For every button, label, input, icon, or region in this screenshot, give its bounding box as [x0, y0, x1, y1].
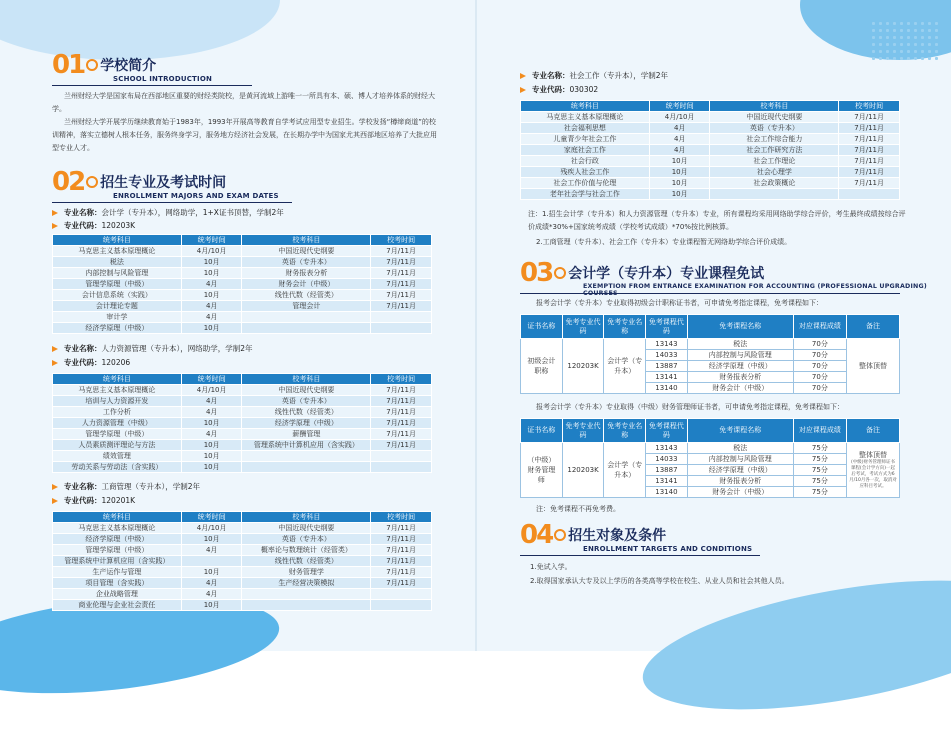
table-cell: 财务报表分析 [242, 268, 371, 279]
table-cell: 4月/10月 [649, 112, 710, 123]
table-cell: 4月 [649, 134, 710, 145]
course-name: 财务报表分析 [687, 372, 793, 383]
table-cell: 10月 [181, 534, 242, 545]
exam-table [52, 511, 432, 611]
course-code: 13887 [646, 361, 688, 372]
table-cell: 英语（专升本） [242, 396, 371, 407]
table-cell: 7月/11月 [371, 578, 432, 589]
table-cell: 4月 [181, 429, 242, 440]
column-header: 统考科目 [53, 512, 182, 523]
table-cell: 线性代数（经管类） [242, 290, 371, 301]
table-cell: 社会工作综合能力 [710, 134, 839, 145]
major-code: 专业代码：120203K [52, 220, 135, 231]
table-cell: 10月 [649, 178, 710, 189]
table-row [53, 396, 432, 407]
table-cell: 4月 [649, 145, 710, 156]
divider [520, 555, 760, 556]
table-row [53, 323, 432, 334]
course-score: 70分 [793, 361, 846, 372]
table-row [53, 534, 432, 545]
column-header: 免考课程代码 [646, 315, 688, 339]
exemption-table [520, 314, 900, 394]
table-cell: 4月 [181, 545, 242, 556]
table-cell: 4月/10月 [181, 246, 242, 257]
table-cell: 10月 [649, 189, 710, 200]
table-cell: 人员素质测评理论与方法 [53, 440, 182, 451]
table-row [521, 156, 900, 167]
column-header: 免考专业代码 [562, 315, 604, 339]
course-score: 75分 [793, 487, 846, 498]
table-cell: 企业战略管理 [53, 589, 182, 600]
column-header: 免考专业代码 [562, 419, 604, 443]
table-cell: 10月 [649, 167, 710, 178]
column-header: 统考科目 [53, 374, 182, 385]
table-cell: 4月 [649, 123, 710, 134]
course-code: 13143 [646, 339, 688, 350]
decor-dots [870, 20, 940, 60]
course-code: 13140 [646, 487, 688, 498]
table-cell: 7月/11月 [839, 156, 900, 167]
arrow-icon [52, 484, 58, 490]
table-cell: 7月/11月 [371, 407, 432, 418]
table-row [53, 385, 432, 396]
table-row [521, 167, 900, 178]
arrow-icon [52, 360, 58, 366]
table-cell: 培训与人力资源开发 [53, 396, 182, 407]
table-cell [242, 451, 371, 462]
course-score: 70分 [793, 350, 846, 361]
course-name: 税法 [687, 443, 793, 454]
table-row [53, 578, 432, 589]
circle-icon [554, 267, 566, 279]
major-name: 会计学（专升本） [604, 339, 646, 394]
table-cell [242, 589, 371, 600]
column-header: 免考课程代码 [646, 419, 688, 443]
column-header: 免考专业名称 [604, 315, 646, 339]
table-row [53, 246, 432, 257]
table-cell: 社会政策概论 [710, 178, 839, 189]
column-header: 校考科目 [242, 374, 371, 385]
table-cell: 管理学原理（中级） [53, 429, 182, 440]
table-cell: 10月 [181, 451, 242, 462]
table-cell: 人力资源管理（中级） [53, 418, 182, 429]
course-code: 13141 [646, 476, 688, 487]
course-score: 70分 [793, 339, 846, 350]
column-header: 校考科目 [710, 101, 839, 112]
table-cell: 7月/11月 [371, 418, 432, 429]
major-name: 专业名称：会计学（专升本），网络助学，1+X证书顶替，学制2年 [52, 207, 284, 218]
course-name: 经济学原理（中级） [687, 361, 793, 372]
table-cell: 线性代数（经管类） [242, 556, 371, 567]
table-cell: 10月 [181, 567, 242, 578]
table-cell: 儿童青少年社会工作 [521, 134, 650, 145]
remark-detail: (中级)财务管理师证书课程(会计学方向)一起后考试，考试方式为6月/10月各一次，取消对应科目考试。 [849, 459, 897, 489]
table-cell: 管理系统中计算机应用（含实践） [242, 440, 371, 451]
table-row [521, 145, 900, 156]
arrow-icon [520, 73, 526, 79]
table-cell: 生产运作与管理 [53, 567, 182, 578]
table-cell: 税法 [53, 257, 182, 268]
divider [52, 202, 292, 203]
column-header: 校考时间 [371, 235, 432, 246]
page-spine [475, 0, 477, 651]
table-cell: 老年社会学与社会工作 [521, 189, 650, 200]
table-cell: 4月 [181, 279, 242, 290]
table-cell: 7月/11月 [371, 268, 432, 279]
column-header: 校考时间 [839, 101, 900, 112]
column-header: 统考时间 [181, 512, 242, 523]
table-cell: 经济学原理（中级） [242, 418, 371, 429]
section-title: 学校简介 [100, 58, 157, 74]
table-row [53, 290, 432, 301]
table-cell: 残疾人社会工作 [521, 167, 650, 178]
course-name: 财务会计（中级） [687, 383, 793, 394]
table-cell: 商业伦理与企业社会责任 [53, 600, 182, 611]
table-cell: 4月/10月 [181, 523, 242, 534]
circle-icon [554, 529, 566, 541]
table-row [53, 589, 432, 600]
major-code: 专业代码：030302 [520, 84, 598, 95]
course-name: 财务报表分析 [687, 476, 793, 487]
table-cell: 10月 [181, 268, 242, 279]
table-cell: 7月/11月 [371, 385, 432, 396]
course-code: 14033 [646, 454, 688, 465]
table-row [53, 556, 432, 567]
table-cell [242, 323, 371, 334]
table-cell: 财务会计（中级） [242, 279, 371, 290]
table-cell [181, 556, 242, 567]
course-name: 经济学原理（中级） [687, 465, 793, 476]
table-cell: 7月/11月 [839, 167, 900, 178]
course-score: 75分 [793, 443, 846, 454]
table-cell: 绩效管理 [53, 451, 182, 462]
exemption-intro: 报考会计学（专升本）专业取得初级会计职称证书者，可申请免考指定课程，免考课程如下： [536, 299, 823, 307]
table-cell: 7月/11月 [371, 545, 432, 556]
table-cell: 劳动关系与劳动法（含实践） [53, 462, 182, 473]
arrow-icon [52, 498, 58, 504]
table-cell: 管理会计 [242, 301, 371, 312]
table-row [53, 279, 432, 290]
table-cell: 线性代数（经管类） [242, 407, 371, 418]
table-cell: 英语（专升本） [242, 534, 371, 545]
table-cell: 7月/11月 [371, 429, 432, 440]
section-subtitle: EXEMPTION FROM ENTRANCE EXAMINATION FOR ACCOUNTING (PROFESSIONAL UPGRADING) [583, 283, 927, 290]
table-cell: 概率论与数理统计（经管类） [242, 545, 371, 556]
table-cell: 薪酬管理 [242, 429, 371, 440]
column-header: 免考课程名称 [687, 315, 793, 339]
table-row [521, 123, 900, 134]
table-cell: 4月 [181, 396, 242, 407]
column-header: 对应课程成绩 [793, 419, 846, 443]
column-header: 统考时间 [181, 235, 242, 246]
exam-table [520, 100, 900, 200]
column-header: 统考时间 [181, 374, 242, 385]
table-cell: 4月/10月 [181, 385, 242, 396]
course-score: 75分 [793, 476, 846, 487]
table-cell: 10月 [181, 257, 242, 268]
table-cell: 马克思主义基本原理概论 [521, 112, 650, 123]
course-code: 14033 [646, 350, 688, 361]
table-cell: 10月 [181, 600, 242, 611]
table-cell: 项目管理（含实践） [53, 578, 182, 589]
table-row [53, 407, 432, 418]
table-cell [710, 189, 839, 200]
table-cell: 7月/11月 [371, 301, 432, 312]
course-name: 内部控制与风险管理 [687, 350, 793, 361]
table-cell: 10月 [181, 290, 242, 301]
table-cell: 英语（专升本） [710, 123, 839, 134]
table-cell: 家庭社会工作 [521, 145, 650, 156]
remark-text: 整体顶替 [858, 450, 887, 459]
exemption-intro: 报考会计学（专升本）专业取得（中级）财务管理师证书者，可申请免考指定课程，免考课程如下： [536, 403, 844, 411]
divider [520, 293, 900, 294]
table-cell: 社会工作理论 [710, 156, 839, 167]
note: 注：免考课程不再免考费。 [536, 505, 620, 513]
major-name: 专业名称：社会工作（专升本），学制2年 [520, 70, 668, 81]
table-cell [371, 589, 432, 600]
table-cell: 社会行政 [521, 156, 650, 167]
column-header: 证书名称 [521, 419, 563, 443]
arrow-icon [52, 346, 58, 352]
condition-item: 1.免试入学。 [530, 563, 572, 571]
major-code: 专业代码：120201K [52, 495, 135, 506]
table-cell [371, 323, 432, 334]
column-header: 校考时间 [371, 512, 432, 523]
table-cell: 7月/11月 [371, 396, 432, 407]
table-row [53, 600, 432, 611]
section-number: 03 [520, 258, 553, 288]
cert-name: 初级会计职称 [521, 339, 563, 394]
table-cell [371, 600, 432, 611]
remark [846, 339, 899, 394]
course-code: 13887 [646, 465, 688, 476]
remark [846, 443, 899, 498]
course-name: 内部控制与风险管理 [687, 454, 793, 465]
cert-name: （中级）财务管理师 [521, 443, 563, 498]
table-cell: 4月 [181, 578, 242, 589]
section-number: 02 [52, 167, 85, 197]
course-name: 税法 [687, 339, 793, 350]
table-cell: 管理学原理（中级） [53, 545, 182, 556]
arrow-icon [52, 210, 58, 216]
table-row [53, 257, 432, 268]
course-score: 75分 [793, 454, 846, 465]
table-row [53, 545, 432, 556]
table-cell: 7月/11月 [839, 123, 900, 134]
circle-icon [86, 176, 98, 188]
table-cell: 社会心理学 [710, 167, 839, 178]
table-cell: 经济学原理（中级） [53, 323, 182, 334]
table-row [521, 178, 900, 189]
table-cell: 4月 [181, 589, 242, 600]
table-cell: 4月 [181, 312, 242, 323]
column-header: 校考科目 [242, 235, 371, 246]
column-header: 统考科目 [53, 235, 182, 246]
table-cell: 7月/11月 [371, 534, 432, 545]
table-cell: 会计理论专题 [53, 301, 182, 312]
course-score: 75分 [793, 465, 846, 476]
table-cell: 审计学 [53, 312, 182, 323]
table-row [53, 462, 432, 473]
table-row [53, 440, 432, 451]
table-cell: 10月 [181, 323, 242, 334]
section-title: 会计学（专升本）专业课程免试 [568, 266, 765, 282]
section-title: 招生专业及考试时间 [100, 175, 227, 191]
table-cell: 7月/11月 [371, 290, 432, 301]
table-row [53, 312, 432, 323]
table-row [53, 301, 432, 312]
column-header: 证书名称 [521, 315, 563, 339]
table-cell: 7月/11月 [839, 134, 900, 145]
section-subtitle: ENROLLMENT TARGETS AND CONDITIONS [583, 545, 753, 553]
exam-table [52, 234, 432, 334]
table-cell: 马克思主义基本原理概论 [53, 385, 182, 396]
column-header: 统考科目 [521, 101, 650, 112]
column-header: 备注 [846, 419, 899, 443]
table-cell [242, 312, 371, 323]
section-title: 招生对象及条件 [568, 528, 667, 544]
condition-item: 2.取得国家承认大专及以上学历的各类高等学校在校生、从业人员和社会其他人员。 [530, 577, 789, 585]
section-number: 01 [52, 50, 85, 80]
table-row [53, 268, 432, 279]
table-row [53, 567, 432, 578]
major-name: 专业名称：人力资源管理（专升本），网络助学，学制2年 [52, 343, 253, 354]
course-score: 70分 [793, 383, 846, 394]
table-cell [839, 189, 900, 200]
table-cell: 10月 [649, 156, 710, 167]
table-cell: 马克思主义基本原理概论 [53, 246, 182, 257]
table-cell: 7月/11月 [371, 279, 432, 290]
note: 注：1.招生会计学（专升本）和人力资源管理（专升本）专业，所有课程均采用网络助学综合评价，考生最终成绩按综合评价成绩*30%+国家统考成绩（学校考试成绩）*70%按比例核算。 [528, 210, 906, 231]
column-header: 对应课程成绩 [793, 315, 846, 339]
table-cell: 中国近现代史纲要 [242, 523, 371, 534]
course-code: 13140 [646, 383, 688, 394]
intro-paragraph: 兰州财经大学开展学历继续教育始于1983年，1993年开展高等教育自学考试应用型专业招生。学校发扬“樽缔商道”的校训精神，落实立德树人根本任务，服务终身学习，服务地方经济社会发展，在长期办学中为国家尤其西部地区培养了大批应用型专业人才。 [52, 118, 437, 152]
table-cell: 4月 [181, 301, 242, 312]
table-cell: 4月 [181, 407, 242, 418]
table-cell: 经济学原理（中级） [53, 534, 182, 545]
major-code: 120203K [562, 339, 604, 394]
table-cell: 中国近现代史纲要 [242, 246, 371, 257]
remark-text: 整体顶替 [858, 361, 887, 370]
table-cell: 马克思主义基本原理概论 [53, 523, 182, 534]
table-cell: 7月/11月 [371, 440, 432, 451]
table-cell [371, 451, 432, 462]
course-score: 70分 [793, 372, 846, 383]
course-name: 财务会计（中级） [687, 487, 793, 498]
table-row [53, 451, 432, 462]
table-cell: 工作分析 [53, 407, 182, 418]
column-header: 校考时间 [371, 374, 432, 385]
table-row [521, 134, 900, 145]
column-header: 免考课程名称 [687, 419, 793, 443]
table-cell: 内部控制与风险管理 [53, 268, 182, 279]
table-cell: 生产经营决策模拟 [242, 578, 371, 589]
exemption-table [520, 418, 900, 498]
major-code: 专业代码：120206 [52, 357, 130, 368]
table-cell [242, 462, 371, 473]
table-row [521, 189, 900, 200]
table-cell: 财务管理学 [242, 567, 371, 578]
section-subtitle: ENROLLMENT MAJORS AND EXAM DATES [113, 192, 279, 200]
table-cell: 社会工作价值与伦理 [521, 178, 650, 189]
table-cell: 管理系统中计算机应用（含实践） [53, 556, 182, 567]
table-cell: 7月/11月 [371, 246, 432, 257]
table-cell: 7月/11月 [839, 145, 900, 156]
divider [52, 85, 252, 86]
column-header: 免考专业名称 [604, 419, 646, 443]
arrow-icon [52, 223, 58, 229]
major-code: 120203K [562, 443, 604, 498]
major-name: 会计学（专升本） [604, 443, 646, 498]
course-code: 13141 [646, 372, 688, 383]
major-name: 专业名称：工商管理（专升本），学制2年 [52, 481, 200, 492]
table-cell [242, 600, 371, 611]
course-code: 13143 [646, 443, 688, 454]
section-subtitle: SCHOOL INTRODUCTION [113, 75, 213, 83]
intro-paragraph: 兰州财经大学是国家布局在西部地区重要的财经类院校，是黄河流域上游唯一一所具有本、硕、博人才培养体系的财经大学。 [52, 92, 435, 113]
circle-icon [86, 59, 98, 71]
table-cell: 7月/11月 [371, 257, 432, 268]
exam-table [52, 373, 432, 473]
table-cell: 7月/11月 [371, 556, 432, 567]
note: 2.工商管理（专升本）、社会工作（专升本）专业课程暂无网络助学综合评价成绩。 [536, 238, 792, 246]
table-row [53, 429, 432, 440]
table-cell: 会计信息系统（实践） [53, 290, 182, 301]
table-cell: 10月 [181, 440, 242, 451]
table-cell: 管理学原理（中级） [53, 279, 182, 290]
column-header: 统考时间 [649, 101, 710, 112]
arrow-icon [520, 87, 526, 93]
table-cell [371, 312, 432, 323]
table-cell: 10月 [181, 418, 242, 429]
section-number: 04 [520, 520, 553, 550]
column-header: 备注 [846, 315, 899, 339]
table-cell: 社会福利思想 [521, 123, 650, 134]
table-row [521, 443, 900, 454]
table-row [53, 418, 432, 429]
table-cell: 7月/11月 [839, 112, 900, 123]
table-cell: 社会工作研究方法 [710, 145, 839, 156]
table-cell: 中国近现代史纲要 [242, 385, 371, 396]
table-cell: 7月/11月 [371, 567, 432, 578]
table-cell: 英语（专升本） [242, 257, 371, 268]
table-row [53, 523, 432, 534]
table-row [521, 112, 900, 123]
table-cell [371, 462, 432, 473]
table-cell: 10月 [181, 462, 242, 473]
table-cell: 中国近现代史纲要 [710, 112, 839, 123]
column-header: 校考科目 [242, 512, 371, 523]
table-cell: 7月/11月 [371, 523, 432, 534]
table-row [521, 339, 900, 350]
table-cell: 7月/11月 [839, 178, 900, 189]
